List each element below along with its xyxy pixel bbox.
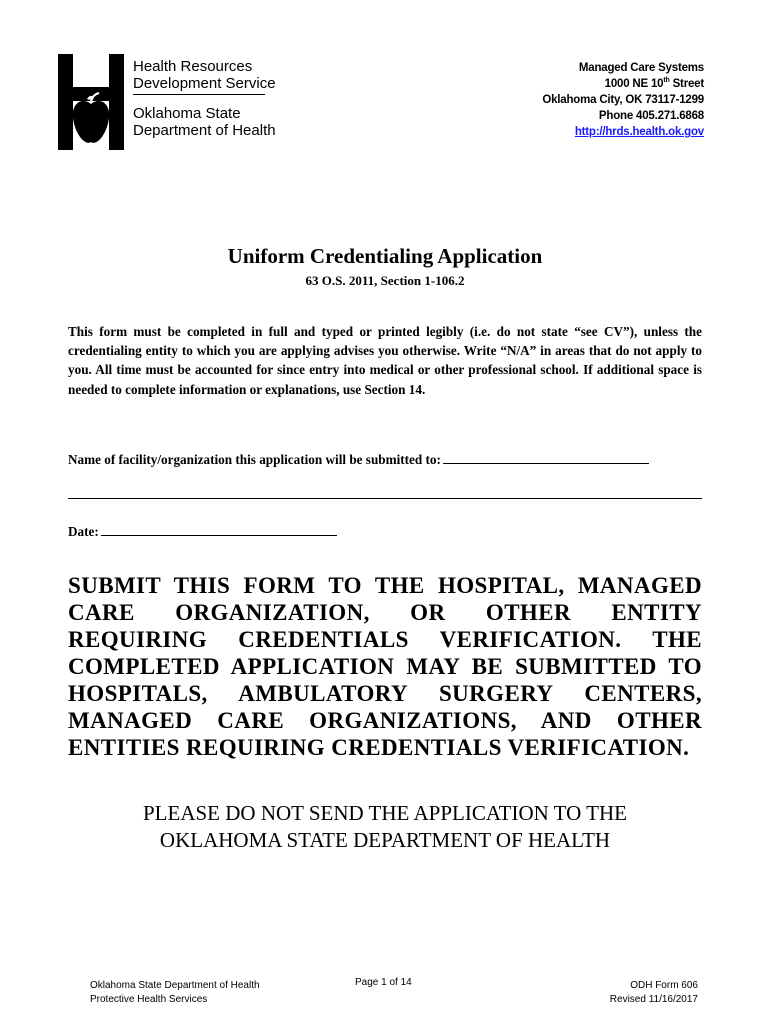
website-link[interactable]: http://hrds.health.ok.gov [574,126,704,138]
street-name: Street [669,78,704,90]
logo-line-2: Development Service [133,75,276,92]
footer-left [90,979,260,1007]
submit-notice [68,572,702,761]
page-title: Uniform Credentialing Application [227,244,543,268]
revision-date: Revised 11/16/2017 [609,994,698,1005]
street-number: 1000 NE 10 [604,78,664,90]
odh-logo [58,52,298,152]
facility-name-field[interactable] [443,450,649,464]
form-number: ODH Form 606 [630,980,698,991]
warning-line-2: OKLAHOMA STATE DEPARTMENT OF HEALTH [159,828,611,852]
address-phone: Phone 405.271.6868 [598,110,704,122]
warning-notice [0,800,770,854]
facility-row [68,450,649,468]
address-street [542,76,704,92]
warning-line-1: PLEASE DO NOT SEND THE APPLICATION TO THE [142,801,627,825]
submit-notice-text: SUBMIT THIS FORM TO THE HOSPITAL, MANAGED CARE ORGANIZATION, OR OTHER ENTITY REQUIRING CREDENTIALS VERIFICATION. THE COMPLETED APPLICATION MAY BE SUBMITTED TO HOSPITALS, AMBULATORY SURGERY CENTERS, MANAGED CARE ORGANIZATIONS, AND OTHER ENTITIES REQUIRING CREDENTIALS VERIFICATION. [68,573,702,760]
footer-division: Protective Health Services [90,994,208,1005]
address-city: Oklahoma City, OK 73117-1299 [542,94,704,106]
address-block [542,60,704,140]
date-label: Date: [68,524,99,539]
logo-line-1: Health Resources [133,58,253,75]
facility-name-field-line2[interactable] [68,498,702,499]
date-row [68,522,337,540]
page-number: Page 1 of 14 [355,977,412,988]
logo-line-3: Oklahoma State [133,105,241,122]
statute-reference: 63 O.S. 2011, Section 1-106.2 [305,273,465,288]
instructions-paragraph: This form must be completed in full and typed or printed legibly (i.e. do not state “see CV”), unless the credentialing entity to which you are applying advises you otherwise. Write “N/A” in areas that do not apply to you. All time must be accounted for since entry into medical or other professional school. If additional space is needed to complete information or explanations, use Section 14. [68,324,702,397]
date-field[interactable] [101,522,337,536]
address-org: Managed Care Systems [578,62,704,74]
logo-divider [133,94,265,95]
street-suffix-sup: th [663,77,670,85]
logo-line-4: Department of Health [133,122,276,139]
facility-label: Name of facility/organization this application will be submitted to: [68,452,441,467]
footer-department: Oklahoma State Department of Health [90,980,260,991]
odh-h-apple-icon [58,54,126,150]
footer-right [610,979,698,1007]
